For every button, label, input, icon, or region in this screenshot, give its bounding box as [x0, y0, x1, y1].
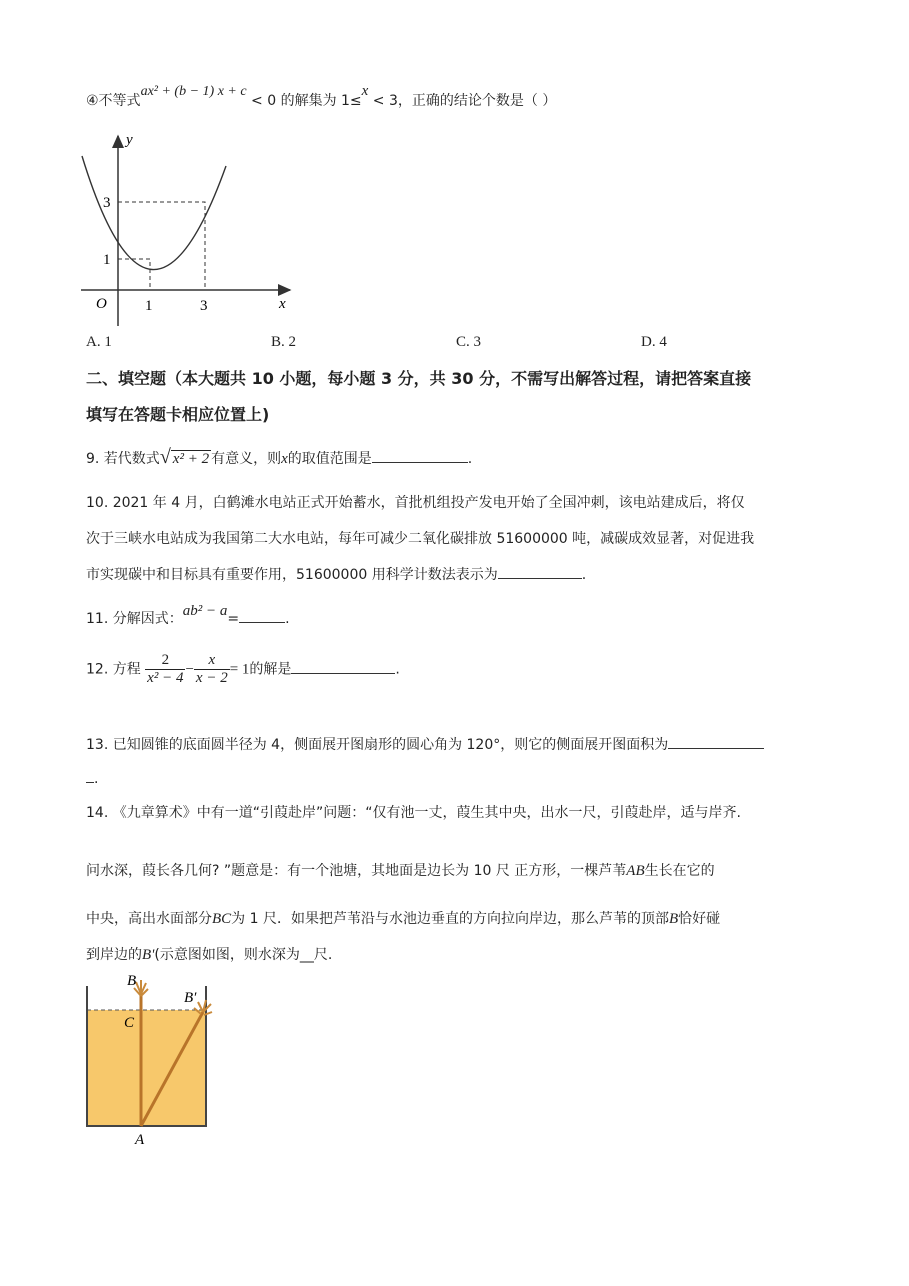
section-heading-line2: 填写在答题卡相应位置上) — [86, 405, 270, 424]
origin-label: O — [96, 296, 107, 312]
q12-pre: 12. 方程 — [86, 661, 141, 678]
label-b: B — [127, 973, 137, 989]
q9-line — [86, 446, 472, 469]
q11-eq: = — [227, 611, 240, 627]
q9-end: . — [467, 451, 473, 467]
q8-tail: < 3，正确的结论个数是（ ） — [372, 93, 557, 109]
q9-mid: 有意义，则 — [211, 451, 282, 467]
q10-line2: 次于三峡水电站成为我国第二大水电站，每年可减少二氧化碳排放 51600000 吨，减碳成效显著，对促进我 — [86, 531, 755, 547]
q12-answer-blank[interactable] — [291, 659, 395, 674]
q12-end: . — [395, 661, 400, 678]
q12-denominator-2: x − 2 — [195, 670, 228, 686]
q11-line — [86, 603, 290, 628]
q14-line4b: (示意图如图，则水深为__尺. — [154, 947, 333, 963]
q12-numerator-2: x — [194, 652, 230, 670]
q13-text: 13. 已知圆锥的底面圆半径为 4，侧面展开图扇形的圆心角为 120°，则它的侧面展开图面积为 — [86, 737, 669, 753]
q14-line3a: 中央，高出水面部分 — [86, 911, 212, 927]
q14-line3b: 为 1 尺．如果把芦苇沿与水池边垂直的方向拉向岸边，那么芦苇的顶部 — [231, 911, 669, 927]
q14-line2b: 生长在它的 — [644, 863, 715, 879]
option-c: C. 3 — [456, 334, 482, 350]
y-tick-3: 3 — [103, 195, 111, 211]
y-label: y — [126, 132, 133, 148]
q11-answer-blank[interactable] — [239, 608, 285, 623]
q14-bc: BC — [212, 911, 232, 927]
q14-line4 — [86, 944, 332, 964]
q8-item-mark: ④不等式 — [86, 93, 141, 109]
dashed-guide-1 — [118, 259, 150, 290]
q13-answer-blank-cont[interactable] — [86, 768, 94, 783]
q12-equals: = 1 — [229, 661, 250, 678]
q12-denominator-1: x² − 4 — [147, 670, 184, 686]
x-tick-3: 3 — [200, 298, 208, 314]
x-label: x — [279, 296, 286, 312]
parabola-graph — [76, 128, 306, 328]
q13-answer-blank[interactable] — [668, 734, 764, 749]
q14-line1: 14. 《九章算术》中有一道“引葭赴岸”问题：“仅有池一丈，葭生其中央，出水一尺，引葭赴岸，适与岸齐. — [86, 805, 741, 821]
pond-diagram — [78, 972, 228, 1150]
q8-expression: ax² + (b − 1) x + c — [140, 84, 247, 99]
q12-minus: − — [185, 661, 194, 678]
label-a: A — [135, 1132, 145, 1148]
x-tick-1: 1 — [145, 298, 153, 314]
q8-line — [86, 83, 557, 110]
q10-answer-blank[interactable] — [498, 564, 582, 579]
q14-line3c: 恰好碰 — [678, 911, 721, 927]
q13-line1 — [86, 734, 764, 754]
q9-answer-blank[interactable] — [372, 448, 468, 463]
q9-pre: 9. 若代数式 — [86, 451, 160, 467]
section-heading-line1: 二、填空题（本大题共 10 小题，每小题 3 分，共 30 分，不需写出解答过程，请把答案直接 — [86, 369, 752, 388]
q14-bprime: B' — [142, 947, 155, 963]
q8-lt0: < 0 的解集为 1≤ — [251, 93, 362, 109]
q12-line — [86, 652, 400, 687]
q14-ab: AB — [626, 863, 645, 879]
option-b: B. 2 — [271, 334, 297, 350]
q11-pre: 11. 分解因式： — [86, 611, 183, 627]
q8-x: x — [361, 83, 369, 99]
q10-line3 — [86, 564, 586, 584]
q14-line2-text: 问水深，葭长各几何? ”题意是：有一个池塘，其地面是边长为 10 尺 正方形，一棵芦苇 — [86, 863, 627, 879]
q12-fraction-2 — [194, 652, 230, 687]
q9-x: x — [281, 451, 288, 467]
q10-line1: 10. 2021 年 4 月，白鹤滩水电站正式开始蓄水，首批机组投产发电开始了全国冲刺，该电站建成后，将仅 — [86, 495, 745, 511]
y-tick-1: 1 — [103, 252, 111, 268]
q13-end: . — [94, 771, 99, 787]
q9-radicand: x² + 2 — [172, 451, 210, 467]
q12-post: 的解是 — [249, 661, 292, 678]
q14-line3 — [86, 908, 720, 928]
q11-end: . — [285, 611, 290, 627]
q9-post: 的取值范围是 — [287, 451, 372, 467]
q11-expression: ab² − a — [182, 603, 228, 619]
q12-fraction-1 — [145, 652, 185, 687]
option-a: A. 1 — [86, 334, 112, 350]
pond-water — [87, 1010, 206, 1126]
q14-line4a: 到岸边的 — [86, 947, 142, 963]
q10-end: . — [581, 567, 587, 583]
q12-numerator-1: 2 — [145, 652, 185, 670]
sqrt-icon: √ — [159, 446, 171, 468]
q10-line3-text: 市实现碳中和目标具有重要作用，51600000 用科学计数法表示为 — [86, 567, 498, 583]
q13-line2 — [86, 768, 98, 787]
dashed-guide-3 — [118, 202, 205, 290]
q14-line2 — [86, 860, 715, 880]
label-b-prime: B′ — [184, 990, 197, 1006]
label-c: C — [124, 1015, 135, 1031]
option-d: D. 4 — [641, 334, 667, 350]
q14-b: B — [668, 911, 679, 927]
